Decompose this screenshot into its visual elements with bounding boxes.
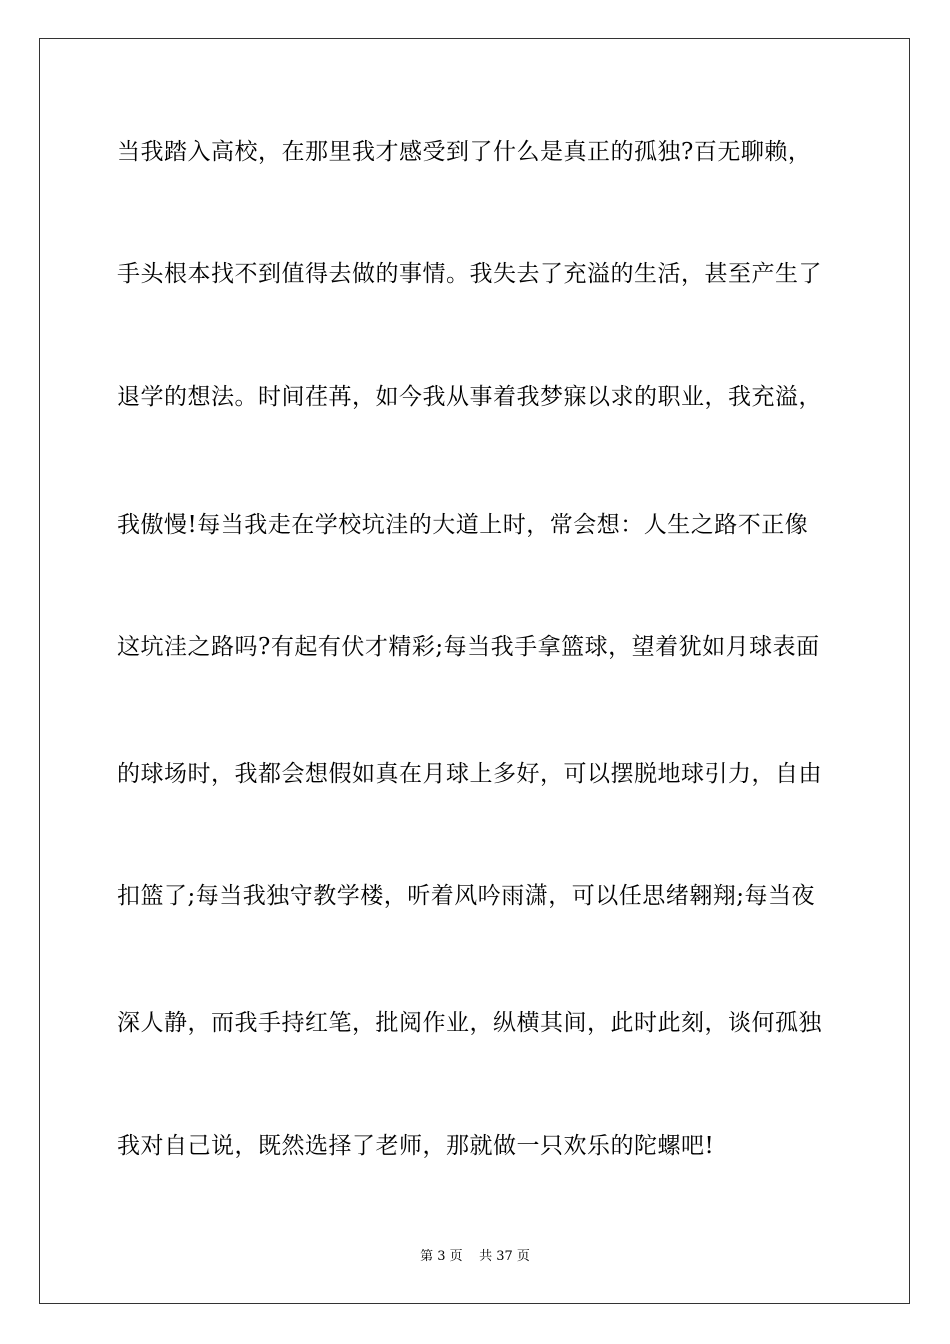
body-line: 这坑洼之路吗?有起有伏才精彩;每当我手拿篮球，望着犹如月球表面 — [117, 634, 820, 660]
page-number-footer: 第 3 页 共 37 页 — [420, 1249, 530, 1264]
body-line: 扣篮了;每当我独守教学楼，听着风吟雨潇，可以任思绪翱翔;每当夜 — [117, 883, 815, 909]
body-line: 当我踏入高校，在那里我才感受到了什么是真正的孤独?百无聊赖， — [117, 139, 812, 165]
body-line: 深人静，而我手持红笔，批阅作业，纵横其间，此时此刻，谈何孤独 — [117, 1010, 822, 1036]
body-line: 的球场时，我都会想假如真在月球上多好，可以摆脱地球引力，自由 — [117, 761, 822, 787]
page-border — [39, 38, 910, 1304]
body-line: 手头根本找不到值得去做的事情。我失去了充溢的生活，甚至产生了 — [117, 261, 822, 287]
body-line: 我对自己说，既然选择了老师，那就做一只欢乐的陀螺吧! — [117, 1133, 715, 1159]
body-line: 退学的想法。时间荏苒，如今我从事着我梦寐以求的职业，我充溢， — [117, 384, 822, 410]
body-line: 我傲慢!每当我走在学校坑洼的大道上时，常会想：人生之路不正像 — [117, 512, 809, 538]
